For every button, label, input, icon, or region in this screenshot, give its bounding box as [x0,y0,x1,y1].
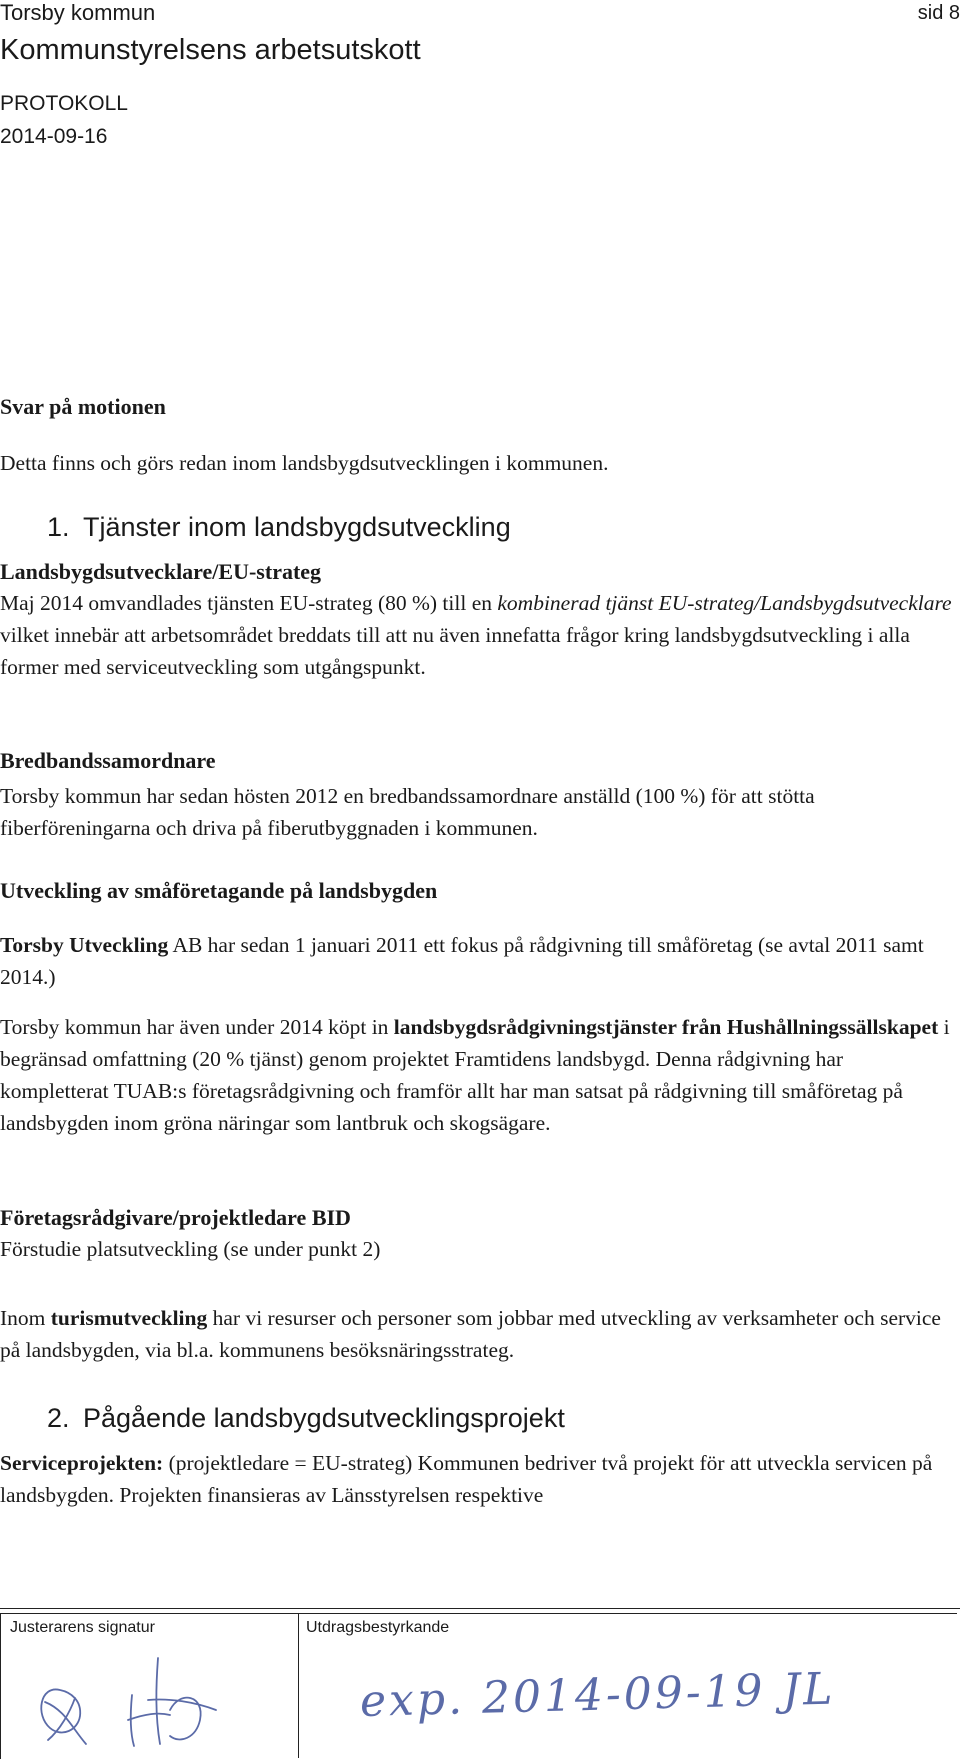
section-1-heading [47,512,511,543]
committee-name: Kommunstyrelsens arbetsutskott [0,34,421,66]
footer-column-divider [298,1613,299,1758]
page-number: sid 8 [917,2,960,24]
signature-label: Justerarens signatur [10,1619,155,1636]
section-2-number: 2. [47,1403,70,1433]
section-2-heading [47,1403,565,1434]
signature-drawing [20,1640,280,1752]
answer-text: Detta finns och görs redan inom landsbygdsutvecklingen i kommunen. [0,451,609,475]
sub-heading-landsbygdsutvecklare: Landsbygdsutvecklare/EU-strateg [0,559,322,584]
paragraph-forstudie: Förstudie platsutveckling (se under punkt 2) [0,1237,381,1261]
organization-name: Torsby kommun [0,0,156,25]
text-run: vilket innebär att arbetsområdet breddats till att nu även innefatta frågor kring landsbygdsutveckling i alla former med serviceutveckling som utgångspunkt. [0,623,910,679]
text-run-bold: Serviceprojekten: [0,1451,164,1475]
text-run-bold: landsbygdsrådgivningstjänster från Hushållningssällskapet [393,1015,939,1039]
answer-heading: Svar på motionen [0,394,166,419]
text-run-bold: turismutveckling [50,1306,208,1330]
sub-heading-foretagsradgivare: Företagsrådgivare/projektledare BID [0,1205,351,1230]
text-run: har vi resurser och personer som jobbar med utveckling av verksamheter och service på landsbygden, via bl.a. kommunens besöksnäringsstrateg. [0,1306,941,1362]
section-1-number: 1. [47,512,70,542]
certification-label: Utdragsbestyrkande [306,1619,450,1636]
text-run: AB har sedan 1 januari 2011 ett fokus på rådgivning till småföretag (se avtal 2011 samt 2014.) [0,933,924,989]
meeting-date: 2014-09-16 [0,125,108,148]
text-run: Torsby kommun har även under 2014 köpt in [0,1015,394,1039]
paragraph-landsbygdsutvecklare [0,587,955,683]
sub-heading-smaforetagande: Utveckling av småföretagande på landsbygden [0,878,438,903]
section-1-title: Tjänster inom landsbygdsutveckling [83,512,511,542]
certification-handwriting: exp. 2014-09-19 JL [359,1663,837,1727]
paragraph-bredband: Torsby kommun har sedan hösten 2012 en bredbandssamordnare anställd (100 %) för att stötta fiberföreningarna och driva på fiberutbyggnaden i kommunen. [0,784,815,840]
document-type: PROTOKOLL [0,92,128,115]
paragraph-torsby-utveckling [0,929,955,993]
paragraph-hushallningssallskapet [0,1011,955,1139]
text-run: (projektledare = EU-strateg) Kommunen bedriver två projekt för att utveckla servicen på landsbygden. Projekten finansieras av Länsstyrelsen respektive [0,1451,933,1507]
sub-heading-bredband: Bredbandssamordnare [0,748,216,773]
paragraph-serviceprojekten [0,1447,955,1511]
footer-rule [0,1608,960,1609]
text-run-bold: Torsby Utveckling [0,933,169,957]
text-run-italic: kombinerad tjänst EU-strateg/Landsbygdsutvecklare [497,591,952,615]
paragraph-turismutveckling [0,1302,955,1366]
text-run: i begränsad omfattning (20 % tjänst) genom projektet Framtidens landsbygd. Denna rådgivning har kompletterat TUAB:s företagsrådgivning och framför allt har man satsat på rådgivning till småföretag på landsbygden inom gröna näringar som lantbruk och skogsägare. [0,1015,950,1135]
text-run: Inom [0,1306,51,1330]
section-2-title: Pågående landsbygdsutvecklingsprojekt [83,1403,565,1433]
text-run: Maj 2014 omvandlades tjänsten EU-strateg (80 %) till en [0,591,498,615]
